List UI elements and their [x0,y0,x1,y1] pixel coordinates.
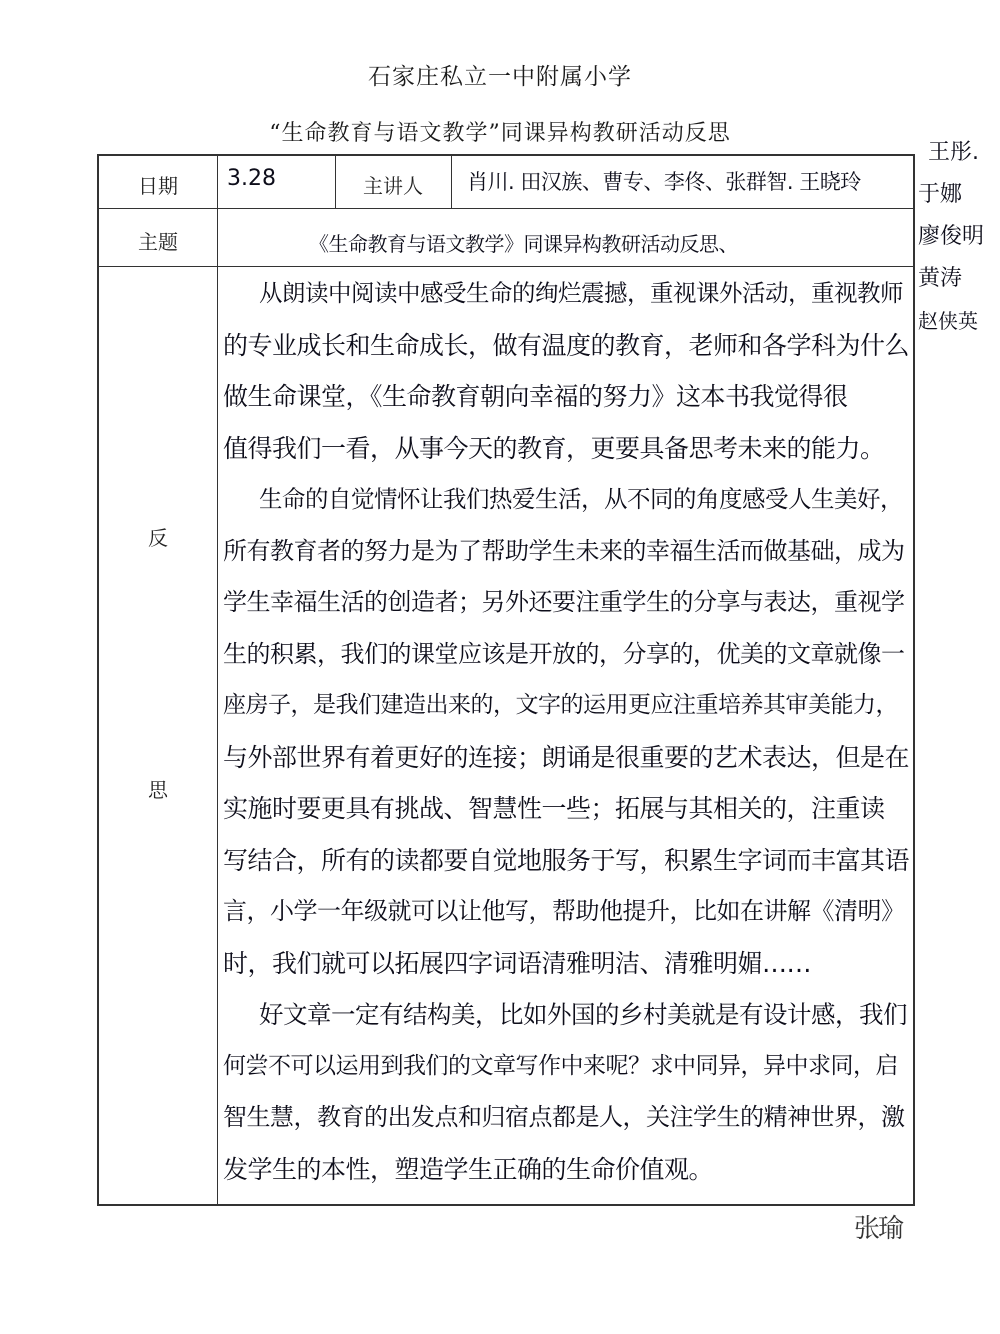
signature: 张瑜 [854,1214,903,1244]
reflection-line: 言，小学一年级就可以让他写，帮助他提升，比如在讲解《清明》 [223,897,905,925]
reflection-line: 座房子，是我们建造出来的，文字的运用更应注重培养其审美能力， [223,692,898,718]
reflection-line: 学生幸福生活的创造者；另外还要注重学生的分享与表达，重视学 [223,588,905,616]
reflection-line: 与外部世界有着更好的连接；朗诵是很重要的艺术表达，但是在 [223,742,910,772]
theme-value: 《生命教育与语文教学》同课异构教研活动反思、 [309,232,738,256]
reflection-line: 好文章一定有结构美，比如外国的乡村美就是有设计感，我们 [259,1000,907,1029]
reflection-line: 智生慧，教育的出发点和归宿点都是人，关注学生的精神世界，激 [223,1103,905,1131]
reflection-line: 何尝不可以运用到我们的文章写作中来呢？求中同异，异中求同，启 [223,1052,898,1079]
reflection-line: 从朗读中阅读中感受生命的绚烂震撼，重视课外活动，重视教师 [259,279,903,307]
document-title: “生命教育与语文教学”同课异构教研活动反思 [269,121,731,146]
reflection-line: 实施时要更具有挑战、智慧性一些；拓展与其相关的，注重读 [223,794,885,823]
reflection-line: 做生命课堂，《生命教育朝向幸福的努力》这本书我觉得很 [223,382,848,411]
margin-name: 于娜 [918,182,963,207]
margin-names [918,132,998,342]
presenters-value: 肖川. 田汉族、曹专、李佟、张群智. 王晓玲 [467,170,861,194]
reflection-line: 发学生的本性，塑造学生正确的生命价值观。 [223,1154,714,1184]
reflection-label-top: 反 [148,526,168,550]
reflection-line: 写结合，所有的读都要自觉地服务于写，积累生字词而丰富其语 [223,845,910,875]
margin-name: 王彤. [928,140,979,165]
margin-name: 黄涛 [918,266,963,291]
reflection-line: 所有教育者的努力是为了帮助学生未来的幸福生活而做基础，成为 [223,536,905,565]
reflection-body [223,268,909,1195]
reflection-label-bottom: 思 [148,778,168,802]
date-value: 3.28 [227,166,276,191]
column-divider [217,156,218,1204]
reflection-form-table [97,154,915,1206]
margin-name: 赵侠英 [918,309,978,333]
reflection-line: 的专业成长和生命成长，做有温度的教育，老师和各学科为什么 [223,330,910,360]
reflection-line: 时，我们就可以拓展四字词语清雅明洁、清雅明媚…… [223,948,812,978]
column-divider [451,156,452,208]
row-divider [99,208,913,209]
school-name: 石家庄私立一中附属小学 [368,64,632,90]
reflection-line: 生命的自觉情怀让我们热爱生活，从不同的角度感受人生美好， [259,485,903,513]
presenter-label: 主讲人 [363,174,423,198]
row-divider [99,266,913,267]
reflection-line: 生的积累，我们的课堂应该是开放的，分享的，优美的文章就像一 [223,639,905,668]
margin-name: 廖俊明 [918,224,985,249]
date-label: 日期 [138,174,178,198]
reflection-line: 值得我们一看，从事今天的教育，更要具备思考未来的能力。 [223,433,885,463]
theme-label: 主题 [138,230,178,254]
